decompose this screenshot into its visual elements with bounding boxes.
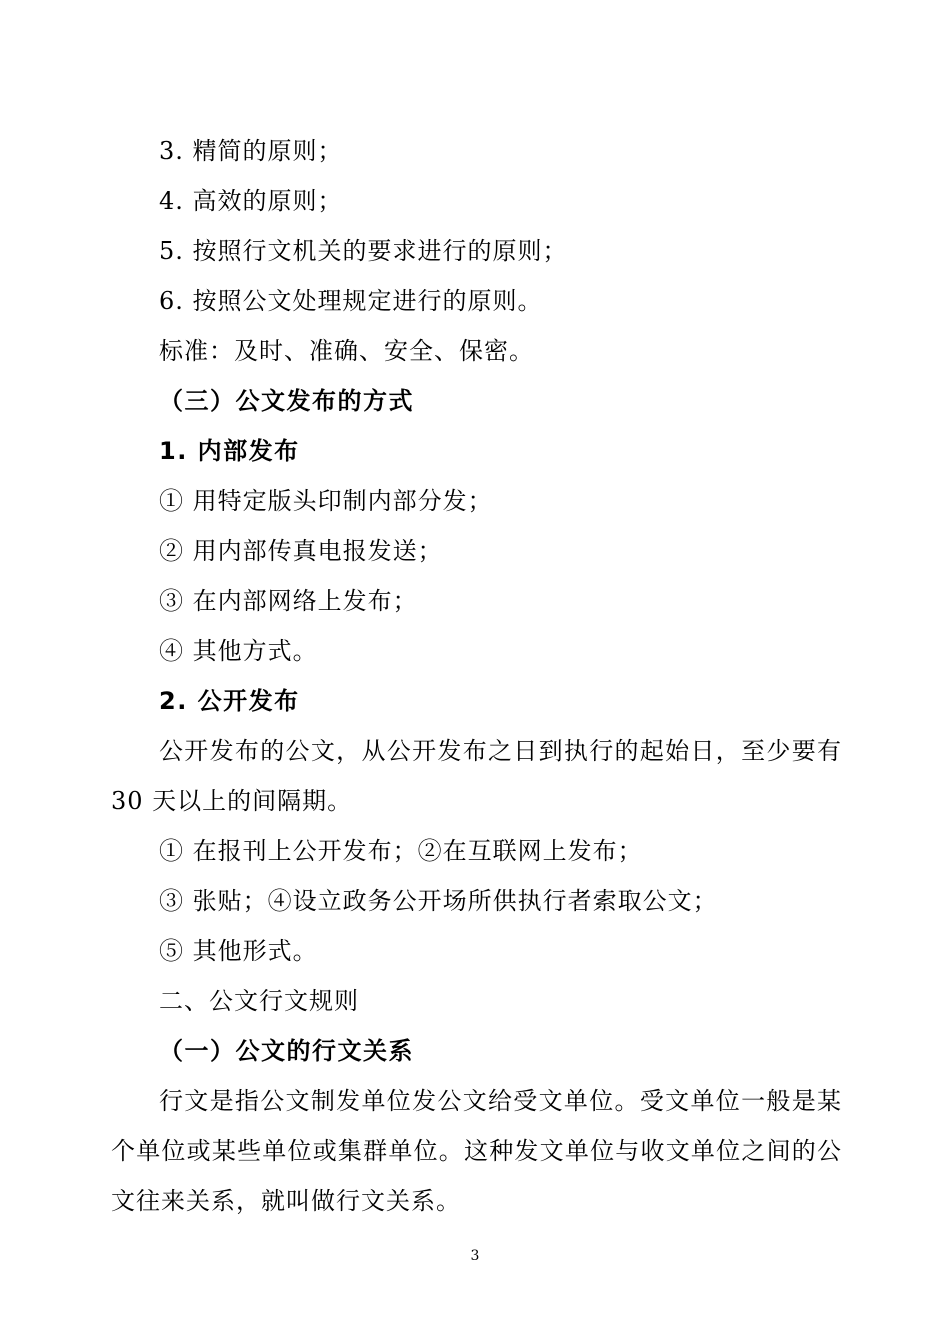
public-item-3-4: ③ 张贴；④设立政务公开场所供执行者索取公文； — [159, 887, 718, 915]
public-release-paragraph-line-2: 30 天以上的间隔期。 — [111, 787, 353, 815]
relations-paragraph-line-3: 文往来关系，就叫做行文关系。 — [111, 1187, 461, 1215]
section-heading-publishing-methods: （三）公文发布的方式 — [159, 387, 414, 415]
section-heading-relations: （一）公文的行文关系 — [159, 1037, 414, 1065]
principle-4: 4. 高效的原则； — [159, 187, 343, 215]
public-item-5: ⑤ 其他形式。 — [159, 937, 318, 965]
principle-5: 5. 按照行文机关的要求进行的原则； — [159, 237, 568, 265]
subheading-internal-release: 1. 内部发布 — [159, 437, 300, 465]
relations-paragraph-line-2: 个单位或某些单位或集群单位。这种发文单位与收文单位之间的公 — [111, 1137, 841, 1165]
standard-line: 标准：及时、准确、安全、保密。 — [159, 337, 534, 365]
principle-3: 3. 精简的原则； — [159, 137, 343, 165]
page-number: 3 — [470, 1248, 480, 1264]
public-release-paragraph-line-1: 公开发布的公文，从公开发布之日到执行的起始日，至少要有 — [159, 737, 841, 765]
chapter-heading-rules: 二、公文行文规则 — [159, 987, 359, 1015]
internal-item-2: ② 用内部传真电报发送； — [159, 537, 443, 565]
internal-item-4: ④ 其他方式。 — [159, 637, 318, 665]
relations-paragraph-line-1: 行文是指公文制发单位发公文给受文单位。受文单位一般是某 — [159, 1087, 841, 1115]
principle-6: 6. 按照公文处理规定进行的原则。 — [159, 287, 543, 315]
internal-item-1: ① 用特定版头印制内部分发； — [159, 487, 493, 515]
subheading-public-release: 2. 公开发布 — [159, 687, 300, 715]
public-item-1-2: ① 在报刊上公开发布；②在互联网上发布； — [159, 837, 643, 865]
internal-item-3: ③ 在内部网络上发布； — [159, 587, 418, 615]
